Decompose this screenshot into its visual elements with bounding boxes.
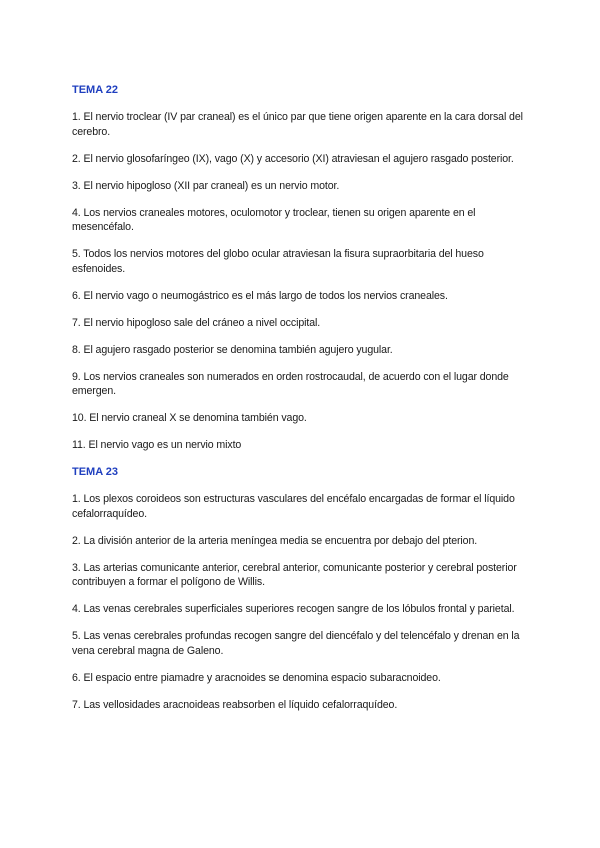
statement-item: 11. El nervio vago es un nervio mixto (72, 439, 242, 451)
document-page (72, 83, 528, 725)
statement-item: 7. Las vellosidades aracnoideas reabsorben el líquido cefalorraquídeo. (72, 698, 398, 711)
statement-item: 2. La división anterior de la arteria meníngea media se encuentra por debajo del pterion. (72, 534, 478, 547)
statement-item: 4. Las venas cerebrales superficiales superiores recogen sangre de los lóbulos frontal y parietal. (72, 603, 515, 615)
section-tema-22 (72, 83, 528, 453)
statement-item: 1. El nervio troclear (IV par craneal) es el único par que tiene origen aparente en la cara dorsal del cerebro. (72, 111, 523, 138)
statement-item: 6. El espacio entre piamadre y aracnoides se denomina espacio subaracnoideo. (72, 671, 441, 684)
statement-item: 3. El nervio hipogloso (XII par craneal) es un nervio motor. (72, 179, 340, 192)
statement-item: 3. Las arterias comunicante anterior, cerebral anterior, comunicante posterior y cerebral posterior contribuyen a formar el polígono de Willis. (72, 561, 517, 588)
statement-item: 1. Los plexos coroideos son estructuras vasculares del encéfalo encargadas de formar el líquido cefalorraquídeo. (72, 493, 515, 520)
section-heading: TEMA 23 (72, 466, 119, 478)
statement-item: 5. Las venas cerebrales profundas recogen sangre del diencéfalo y del telencéfalo y drenan en la vena cerebral magna de Galeno. (72, 630, 520, 657)
statement-item: 4. Los nervios craneales motores, oculomotor y troclear, tienen su origen aparente en el mesencéfalo. (72, 206, 476, 233)
statement-item: 6. El nervio vago o neumogástrico es el más largo de todos los nervios craneales. (72, 289, 448, 302)
statement-item: 9. Los nervios craneales son numerados en orden rostrocaudal, de acuerdo con el lugar donde emergen. (72, 370, 509, 397)
statement-item: 2. El nervio glosofaríngeo (IX), vago (X) y accesorio (XI) atraviesan el agujero rasgado posterior. (72, 152, 514, 165)
section-tema-23 (72, 465, 528, 712)
section-heading: TEMA 22 (72, 84, 119, 96)
statement-item: 5. Todos los nervios motores del globo ocular atraviesan la fisura supraorbitaria del hueso esfenoides. (72, 248, 484, 275)
statement-item: 7. El nervio hipogloso sale del cráneo a nivel occipital. (72, 316, 321, 329)
statement-item: 8. El agujero rasgado posterior se denomina también agujero yugular. (72, 343, 393, 356)
statement-item: 10. El nervio craneal X se denomina también vago. (72, 412, 307, 424)
